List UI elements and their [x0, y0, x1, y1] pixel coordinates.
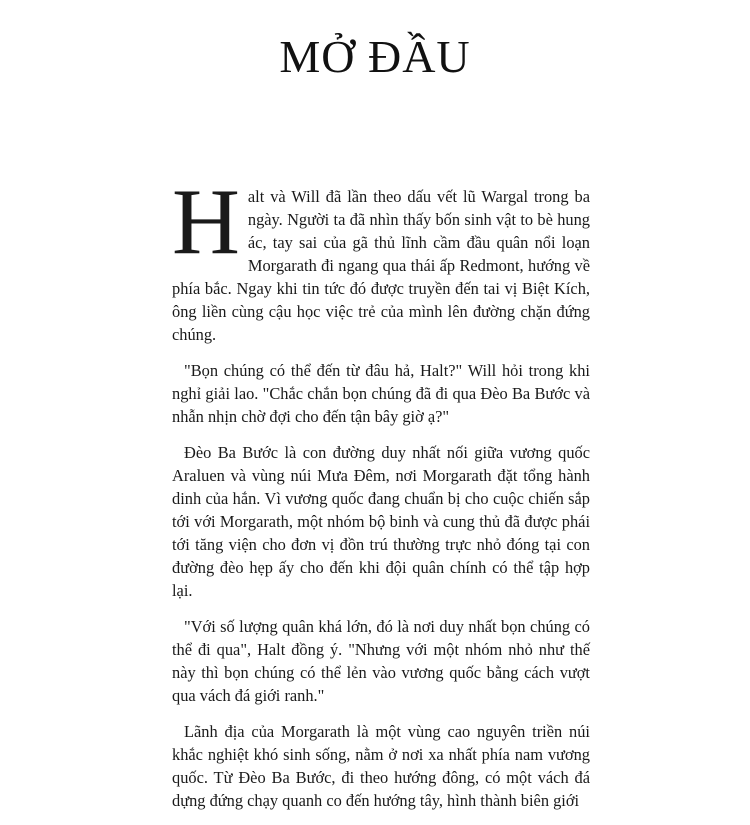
- paragraph-5: Lãnh địa của Morgarath là một vùng cao nguyên triền núi khắc nghiệt khó sinh sống, nằm ở nơi xa nhất phía nam vương quốc. Từ Đèo Ba Bước, đi theo hướng đông, có một vách đá dựng đứng chạy quanh co đến hướng tây, hình thành biên giới: [172, 722, 590, 810]
- paragraph-4: "Với số lượng quân khá lớn, đó là nơi duy nhất bọn chúng có thể đi qua", Halt đồng ý. "Nhưng với một nhóm nhỏ như thế này thì bọn chúng có thể lẻn vào vương quốc bằng cách vượt qua vách đá giới ranh.": [172, 617, 590, 705]
- paragraph-3: Đèo Ba Bước là con đường duy nhất nối giữa vương quốc Araluen và vùng núi Mưa Đêm, nơi Morgarath đặt tổng hành dinh của hắn. Vì vương quốc đang chuẩn bị cho cuộc chiến sắp tới với Morgarath, một nhóm bộ binh và cung thủ đã được phái tới tăng viện cho đơn vị đồn trú thường trực nhỏ đóng tại con đường đèo hẹp ấy cho đến khi đội quân chính có thể tập hợp lại.: [172, 443, 590, 600]
- drop-cap: H: [172, 170, 240, 274]
- paragraph-text: alt và Will đã lần theo dấu vết lũ Wargal trong ba ngày. Người ta đã nhìn thấy bốn sinh vật to bè hung ác, tay sai của gã thủ lĩnh cầm đầu quân nổi loạn Morgarath đi ngang qua thái ấp Redmont, hướng về phía bắc. Ngay khi tin tức đó được truyền đến tai vị Biệt Kích, ông liền cùng cậu học việc trẻ của mình lên đường chặn đứng chúng.: [172, 187, 590, 344]
- chapter-body: [172, 170, 590, 825]
- chapter-title: MỞ ĐẦU: [279, 31, 471, 82]
- paragraph-1: [172, 170, 590, 346]
- paragraph-2: "Bọn chúng có thể đến từ đâu hả, Halt?" Will hỏi trong khi nghỉ giải lao. "Chắc chắn bọn chúng đã đi qua Đèo Ba Bước và nhẫn nhịn chờ đợi cho đến tận bây giờ ạ?": [172, 361, 590, 426]
